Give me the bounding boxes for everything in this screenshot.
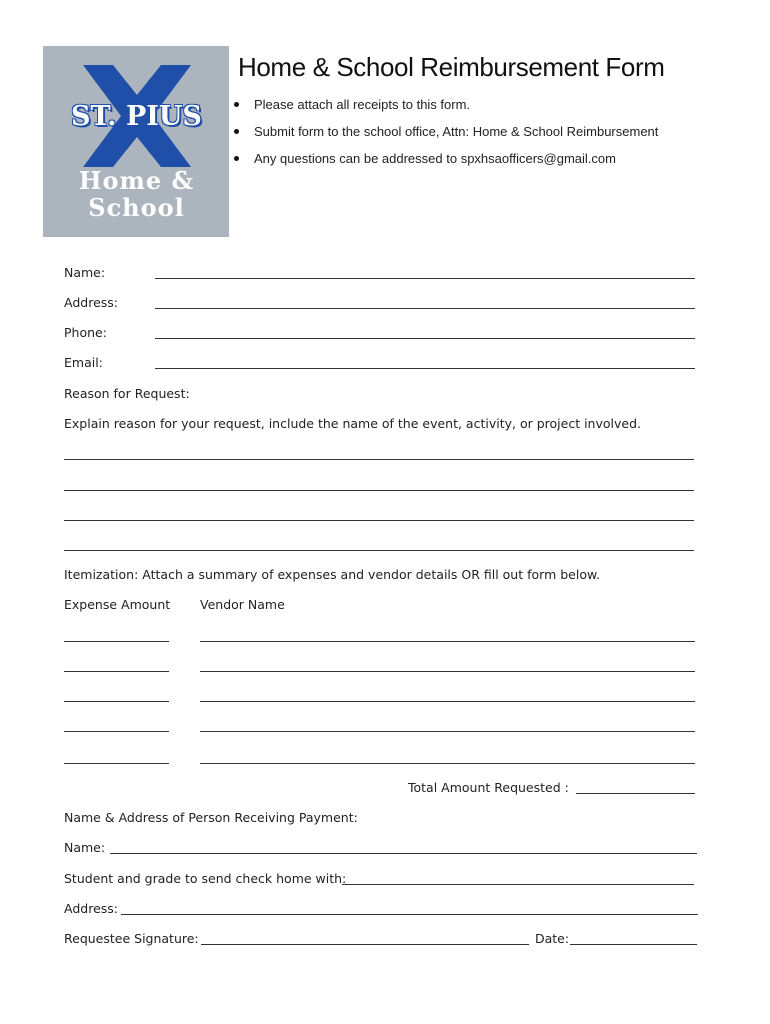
- instruction-item: Submit form to the school office, Attn: Home & School Reimbursement: [232, 123, 658, 150]
- date-label: Date:: [535, 931, 570, 946]
- student-grade-label: Student and grade to send check home with:: [64, 871, 347, 886]
- instruction-item: Please attach all receipts to this form.: [232, 96, 658, 123]
- vendor-name-field[interactable]: [200, 671, 695, 672]
- name-label: Name:: [64, 265, 106, 280]
- reason-line[interactable]: [64, 520, 694, 521]
- reason-line[interactable]: [64, 459, 694, 460]
- date-field[interactable]: [570, 944, 697, 945]
- expense-amount-field[interactable]: [64, 641, 169, 642]
- itemization-heading: Itemization: Attach a summary of expenses and vendor details OR fill out form below.: [64, 567, 601, 582]
- expense-amount-field[interactable]: [64, 763, 169, 764]
- total-amount-label: Total Amount Requested :: [408, 780, 569, 795]
- reason-line[interactable]: [64, 490, 694, 491]
- payee-address-label: Address:: [64, 901, 118, 916]
- email-field[interactable]: [155, 368, 695, 369]
- instruction-item: Any questions can be addressed to spxhsaofficers@gmail.com: [232, 150, 658, 177]
- logo-home-text: Home &: [78, 166, 195, 195]
- address-field[interactable]: [155, 308, 695, 309]
- reason-line[interactable]: [64, 550, 694, 551]
- vendor-name-field[interactable]: [200, 701, 695, 702]
- phone-label: Phone:: [64, 325, 107, 340]
- logo-st-pius-text: ST. PIUS: [71, 101, 202, 132]
- logo-school-text: School: [88, 193, 185, 222]
- address-label: Address:: [64, 295, 118, 310]
- total-amount-field[interactable]: [576, 793, 695, 794]
- phone-field[interactable]: [155, 338, 695, 339]
- payee-name-field[interactable]: [110, 853, 697, 854]
- signature-label: Requestee Signature:: [64, 931, 199, 946]
- student-grade-field[interactable]: [342, 884, 694, 885]
- instructions-list: [232, 96, 658, 177]
- email-label: Email:: [64, 355, 103, 370]
- payee-heading: Name & Address of Person Receiving Payment:: [64, 810, 358, 825]
- vendor-name-header: Vendor Name: [200, 597, 285, 612]
- reason-instructions: Explain reason for your request, include the name of the event, activity, or project involved.: [64, 416, 641, 431]
- expense-amount-field[interactable]: [64, 671, 169, 672]
- reason-heading: Reason for Request:: [64, 386, 190, 401]
- expense-amount-field[interactable]: [64, 731, 169, 732]
- payee-name-label: Name:: [64, 840, 106, 855]
- vendor-name-field[interactable]: [200, 731, 695, 732]
- expense-amount-field[interactable]: [64, 701, 169, 702]
- vendor-name-field[interactable]: [200, 763, 695, 764]
- vendor-name-field[interactable]: [200, 641, 695, 642]
- payee-address-field[interactable]: [121, 914, 698, 915]
- signature-field[interactable]: [201, 944, 529, 945]
- name-field[interactable]: [155, 278, 695, 279]
- form-title: Home & School Reimbursement Form: [238, 52, 665, 82]
- expense-amount-header: Expense Amount: [64, 597, 171, 612]
